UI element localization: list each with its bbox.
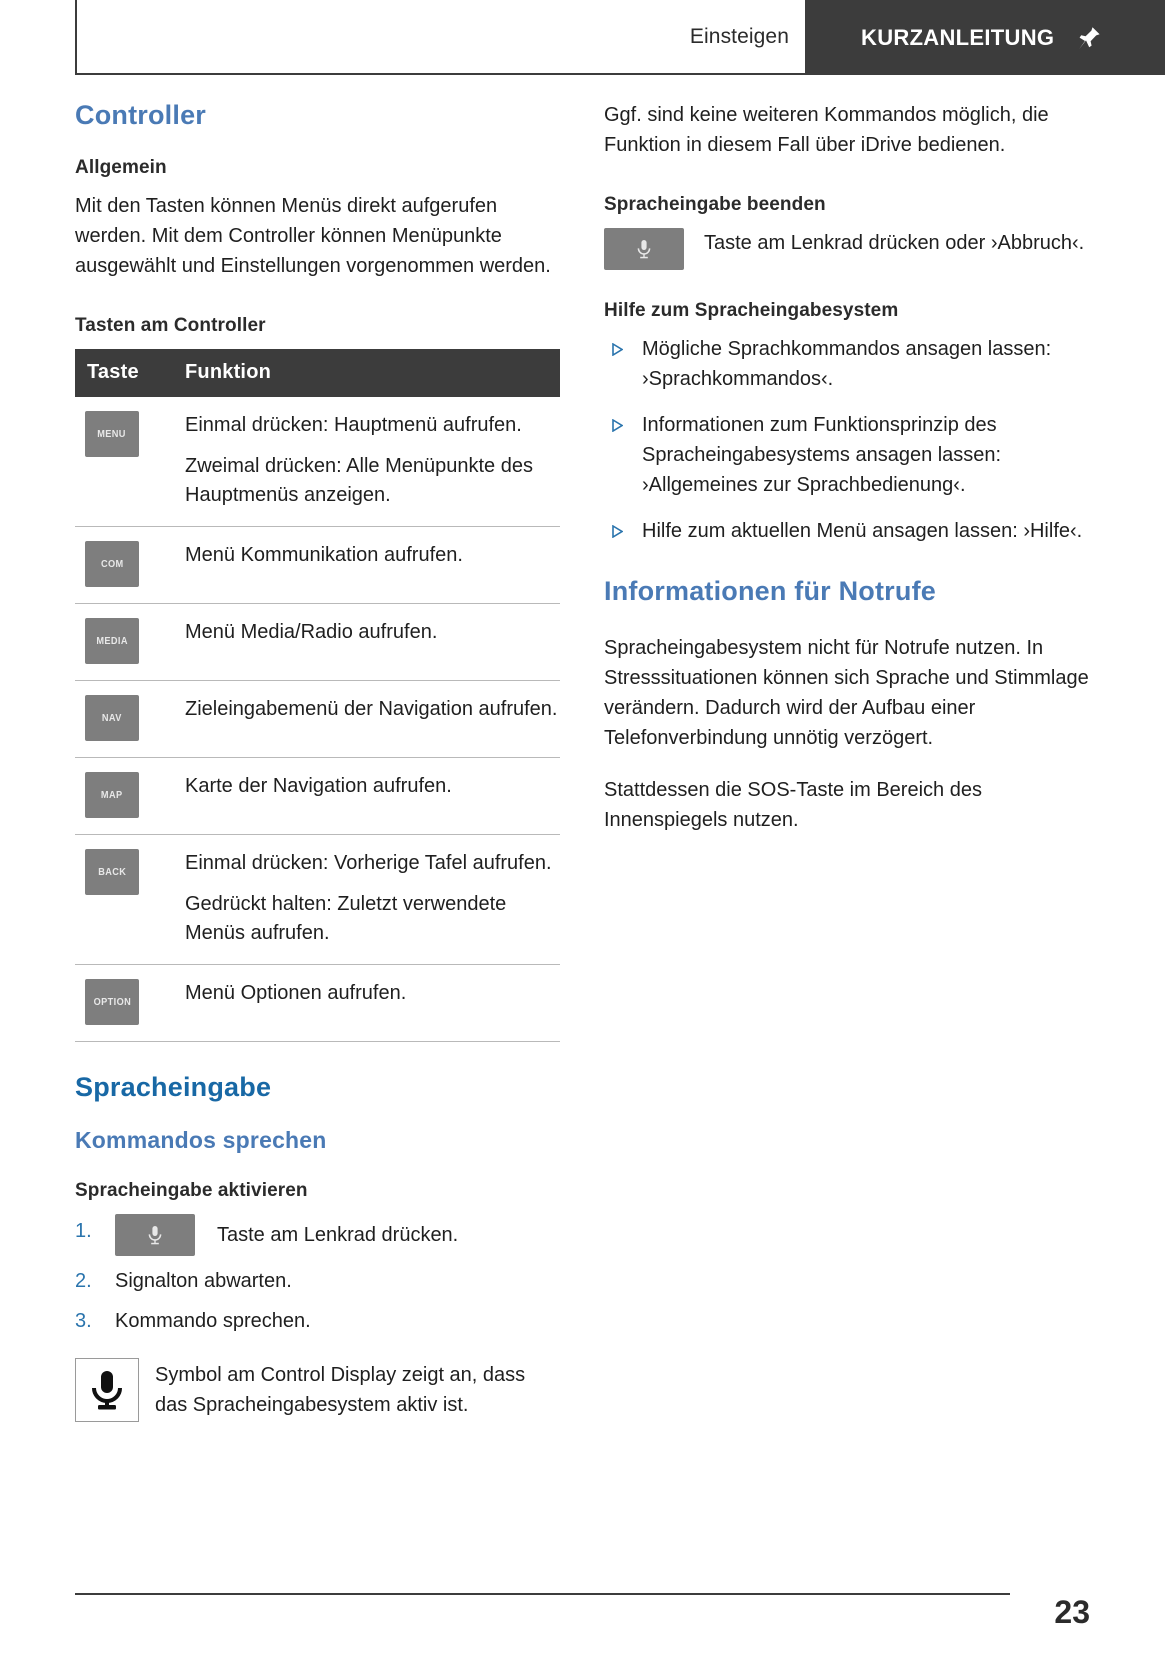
triangle-bullet-icon [612, 525, 623, 538]
step-number: 1. [75, 1220, 92, 1242]
triangle-bullet-icon [612, 419, 623, 432]
display-symbol-note-text: Symbol am Control Display zeigt an, dass das Spracheingabesystem aktiv ist. [155, 1364, 526, 1416]
paragraph-allgemein: Mit den Tasten können Menüs direkt aufgerufen werden. Mit dem Controller können Menüpunkte ausgewählt und Einstellungen vorgenommen werden. [75, 195, 551, 277]
step-text: Taste am Lenkrad drücken. [217, 1224, 459, 1246]
subsection-title-kommandos-sprechen: Kommandos sprechen [75, 1127, 327, 1153]
list-item [604, 516, 1089, 546]
right-column [604, 100, 1089, 1422]
heading-spracheingabe-beenden: Spracheingabe beenden [604, 194, 826, 215]
table-body [75, 397, 560, 1042]
bullet-text: Hilfe zum aktuellen Menü ansagen lassen: ›Hilfe‹. [642, 520, 1083, 542]
heading-hilfe-zum-spracheingabesystem: Hilfe zum Spracheingabesystem [604, 300, 899, 321]
pushpin-icon [1076, 25, 1102, 51]
microphone-symbol-icon [75, 1358, 139, 1422]
help-bullet-list [604, 334, 1089, 546]
table-row [75, 965, 560, 1042]
breadcrumb-label: Einsteigen [689, 24, 789, 48]
footer-divider [75, 1593, 1010, 1595]
section-title-informationen-fuer-notrufe: Informationen für Notrufe [604, 576, 936, 606]
function-line: Einmal drücken: Hauptmenü aufrufen. [185, 414, 522, 436]
table-header-row [75, 349, 560, 397]
key-label: MENU [97, 428, 127, 440]
menu-key-icon [85, 411, 139, 457]
function-line: Menü Media/Radio aufrufen. [185, 621, 438, 643]
activation-steps-list [75, 1214, 560, 1338]
page-footer [75, 1551, 1090, 1611]
bullet-text: Informationen zum Funktionsprinzip des Spracheingabesystems ansagen lassen: ›Allgemeines zur Sprachbedienung‹. [642, 414, 1002, 496]
table-cell-key [75, 604, 173, 681]
table-row [75, 758, 560, 835]
table-row [75, 527, 560, 604]
paragraph-notrufe-2: Stattdessen die SOS-Taste im Bereich des Innenspiegels nutzen. [604, 779, 982, 831]
table-cell-function [173, 758, 560, 835]
media-key-icon [85, 618, 139, 664]
nav-key-icon [85, 695, 139, 741]
page-body [75, 100, 1090, 1422]
key-label: BACK [97, 866, 127, 878]
end-voice-input-text: Taste am Lenkrad drücken oder ›Abbruch‹. [704, 232, 1085, 254]
paragraph-notrufe-1: Spracheingabesystem nicht für Notrufe nutzen. In Stresssituationen können sich Sprache und Stimmlage verändern. Dadurch wird der Aufbau einer Telefonverbindung unnötig verzögert. [604, 637, 1089, 749]
end-voice-input-row [604, 228, 1089, 270]
table-cell-function [173, 835, 560, 965]
column-header-funktion: Funktion [173, 349, 560, 397]
table-cell-key [75, 835, 173, 965]
table-row [75, 835, 560, 965]
triangle-bullet-icon [612, 343, 623, 356]
page-number: 23 [1054, 1594, 1090, 1630]
page-header [75, 0, 1165, 75]
table-cell-function [173, 965, 560, 1042]
back-key-icon [85, 849, 139, 895]
key-label: COM [100, 558, 124, 570]
section-title-controller: Controller [75, 100, 207, 130]
table-cell-function [173, 397, 560, 527]
map-key-icon [85, 772, 139, 818]
function-line: Zieleingabemenü der Navigation aufrufen. [185, 698, 558, 720]
function-line: Einmal drücken: Vorherige Tafel aufrufen. [185, 852, 552, 874]
table-row [75, 397, 560, 527]
table-cell-function [173, 527, 560, 604]
heading-tasten-am-controller: Tasten am Controller [75, 315, 266, 336]
function-line: Menü Kommunikation aufrufen. [185, 544, 463, 566]
list-item [604, 334, 1089, 394]
list-item [75, 1264, 560, 1298]
list-item [604, 410, 1089, 500]
table-cell-key [75, 681, 173, 758]
section-title-spracheingabe: Spracheingabe [75, 1072, 272, 1102]
controller-keys-table [75, 349, 560, 1042]
key-label: MEDIA [96, 635, 128, 647]
display-symbol-note [75, 1358, 560, 1422]
paragraph-intro: Ggf. sind keine weiteren Kommandos möglich, die Funktion in diesem Fall über iDrive bedienen. [604, 104, 1049, 156]
step-text: Signalton abwarten. [115, 1270, 292, 1292]
com-key-icon [85, 541, 139, 587]
column-header-taste: Taste [75, 349, 173, 397]
left-column [75, 100, 560, 1422]
table-cell-key [75, 758, 173, 835]
table-cell-function [173, 604, 560, 681]
header-title-block [805, 0, 1165, 75]
table-row [75, 604, 560, 681]
key-label: MAP [101, 789, 123, 801]
table-cell-key [75, 397, 173, 527]
table-row [75, 681, 560, 758]
heading-allgemein: Allgemein [75, 157, 167, 178]
step-number: 3. [75, 1310, 92, 1332]
table-cell-key [75, 965, 173, 1042]
table-cell-function [173, 681, 560, 758]
bullet-text: Mögliche Sprachkommandos ansagen lassen: ›Sprachkommandos‹. [642, 338, 1052, 390]
list-item [75, 1304, 560, 1338]
microphone-key-icon [115, 1214, 195, 1256]
function-line: Karte der Navigation aufrufen. [185, 775, 452, 797]
heading-spracheingabe-aktivieren: Spracheingabe aktivieren [75, 1180, 308, 1201]
function-line: Menü Optionen aufrufen. [185, 982, 407, 1004]
table-header [75, 349, 560, 397]
key-label: NAV [102, 712, 122, 724]
list-item [75, 1214, 560, 1258]
breadcrumb [75, 0, 805, 75]
page-title: KURZANLEITUNG [861, 24, 1055, 50]
option-key-icon [85, 979, 139, 1025]
key-label: OPTION [93, 996, 131, 1008]
function-line: Gedrückt halten: Zuletzt verwendete Menüs aufrufen. [185, 893, 507, 944]
microphone-key-icon [604, 228, 684, 270]
function-line: Zweimal drücken: Alle Menüpunkte des Hauptmenüs anzeigen. [185, 455, 533, 506]
step-number: 2. [75, 1270, 92, 1292]
step-text: Kommando sprechen. [115, 1310, 311, 1332]
table-cell-key [75, 527, 173, 604]
